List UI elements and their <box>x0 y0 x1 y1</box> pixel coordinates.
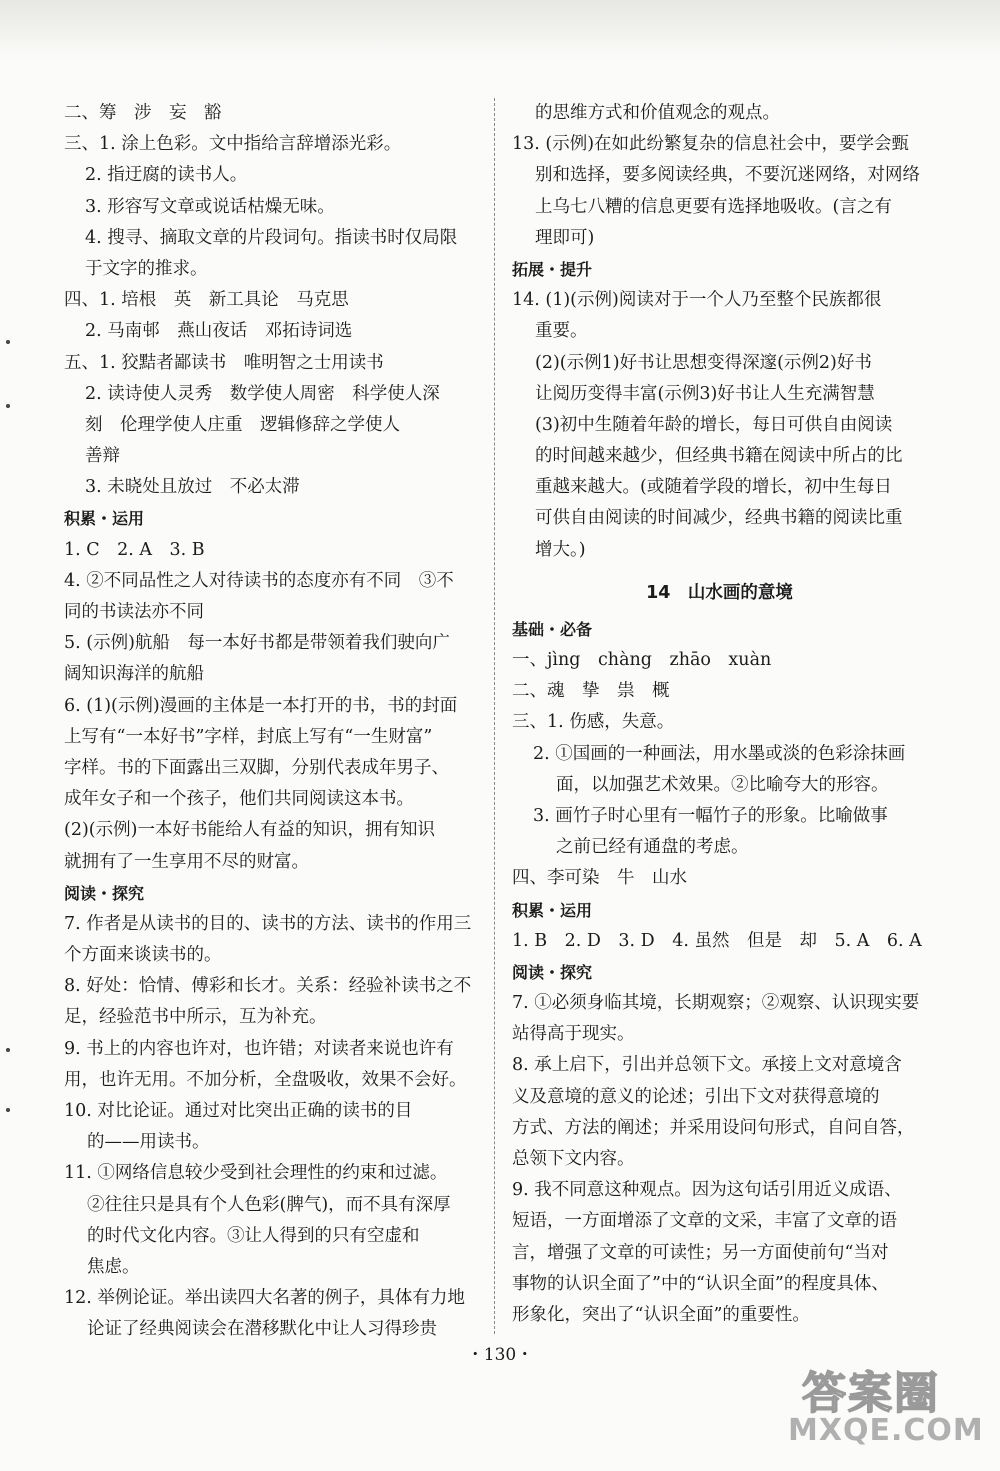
answer-line: 的思维方式和价值观念的观点。 <box>535 103 780 123</box>
watermark-logo <box>782 1357 982 1457</box>
answer-line: 8. 承上启下，引出并总领下文。承接上文对意境含 <box>512 1055 902 1076</box>
answer-line: 的时间越来越少，但经典书籍在阅读中所占的比 <box>535 446 903 467</box>
answer-line: 3. 形容写文章或说话枯燥无味。 <box>85 196 335 217</box>
scan-dot <box>6 340 10 344</box>
answer-line: 面，以加强艺术效果。②比喻夸大的形容。 <box>556 774 889 795</box>
answer-line: 阔知识海洋的航船 <box>64 664 204 685</box>
lesson-title: 14 山水画的意境 <box>646 582 793 603</box>
answer-line: 的时代文化内容。③让人得到的只有空虚和 <box>87 1225 420 1246</box>
answer-line: 言，增强了文章的可读性；另一方面使前句“当对 <box>512 1242 889 1263</box>
scan-dot <box>6 404 10 408</box>
answer-line: 的——用读书。 <box>87 1132 210 1153</box>
scan-dot <box>6 1048 10 1052</box>
answer-line: 四、1. 培根 英 新工具论 马克思 <box>64 290 349 311</box>
answer-line: 9. 我不同意这种观点。因为这句话引用近义成语、 <box>512 1180 902 1201</box>
answer-line: ②往往只是具有个人色彩(脾气)，而不具有深厚 <box>87 1194 451 1215</box>
section-heading: 阅读・探究 <box>512 962 593 982</box>
answer-line: 增大。) <box>535 539 586 560</box>
answer-line: 义及意境的意义的论述；引出下文对获得意境的 <box>512 1086 880 1107</box>
answer-line: 五、1. 狡黠者鄙读书 唯明智之士用读书 <box>64 352 384 373</box>
answer-line: 就拥有了一生享用不尽的财富。 <box>64 851 309 872</box>
answer-line: 刻 伦理学使人庄重 逻辑修辞之学使人 <box>85 414 400 435</box>
answer-line: 3. 未晓处且放过 不必太滞 <box>85 477 300 498</box>
answer-line: 5. (示例)航船 每一本好书都是带领着我们驶向广 <box>64 633 450 654</box>
answer-line: (2)(示例)一本好书能给人有益的知识，拥有知识 <box>64 820 435 841</box>
answer-line: 1. C 2. A 3. B <box>64 539 205 560</box>
scan-dot <box>6 1108 10 1112</box>
section-heading: 阅读・探究 <box>64 883 145 903</box>
answer-line: 2. 指迂腐的读书人。 <box>85 165 248 186</box>
answer-line: 2. ①国画的一种画法，用水墨或淡的色彩涂抹画 <box>533 743 906 764</box>
answer-line: (3)初中生随着年龄的增长，每日可供自由阅读 <box>535 414 893 435</box>
answer-line: 事物的认识全面了”中的“认识全面”的程度具体、 <box>512 1273 889 1294</box>
answer-line: 7. 作者是从读书的目的、读书的方法、读书的作用三 <box>64 913 472 934</box>
left-column <box>64 98 479 1346</box>
section-heading: 拓展・提升 <box>512 259 593 279</box>
section-heading: 积累・运用 <box>64 509 145 529</box>
answer-line: 一、jìng chàng zhāo xuàn <box>512 650 772 670</box>
answer-line: 个方面来谈读书的。 <box>64 945 222 966</box>
answer-line: 12. 举例论证。举出读四大名著的例子，具体有力地 <box>64 1288 465 1309</box>
answer-line: 善辩 <box>85 446 120 467</box>
answer-line: 4. 搜寻、摘取文章的片段词句。指读书时仅局限 <box>85 227 458 248</box>
section-heading: 基础・必备 <box>512 619 593 639</box>
answer-line: 二、魂 挚 祟 概 <box>512 681 670 702</box>
answer-line: 足，经验范书中所示，互为补充。 <box>64 1007 327 1028</box>
watermark-text: 答案圈 <box>802 1368 940 1419</box>
answer-line: 14. (1)(示例)阅读对于一个人乃至整个民族都很 <box>512 290 882 311</box>
answer-line: 用，也许无用。不加分析，全盘吸收，效果不会好。 <box>64 1069 467 1090</box>
answer-line: 焦虑。 <box>87 1256 140 1277</box>
answer-line: 短语，一方面增添了文章的文采，丰富了文章的语 <box>512 1211 897 1232</box>
page-number: ・130・ <box>466 1345 534 1365</box>
answer-line: 7. ①必须身临其境，长期观察；②观察、认识现实要 <box>512 993 920 1014</box>
answer-line: 1. B 2. D 3. D 4. 虽然 但是 却 5. A 6. A <box>512 930 922 951</box>
answer-line: 三、1. 伤感，失意。 <box>512 712 675 733</box>
answer-line: 6. (1)(示例)漫画的主体是一本打开的书，书的封面 <box>64 695 458 716</box>
answer-line: 重要。 <box>535 321 588 342</box>
answer-line: 总领下文内容。 <box>512 1149 635 1169</box>
answer-line: 可供自由阅读的时间减少，经典书籍的阅读比重 <box>535 508 903 529</box>
answer-line: 字样。书的下面露出三双脚，分别代表成年男子、 <box>64 757 449 778</box>
answer-line: 同的书读法亦不同 <box>64 602 204 622</box>
answer-line: (2)(示例1)好书让思想变得深邃(示例2)好书 <box>535 352 872 373</box>
section-heading: 积累・运用 <box>512 900 593 920</box>
answer-line: 上乌七八糟的信息更要有选择地吸收。(言之有 <box>535 196 892 217</box>
answer-line: 4. ②不同品性之人对待读书的态度亦有不同 ③不 <box>64 570 454 591</box>
answer-line: 三、1. 涂上色彩。文中指给言辞增添光彩。 <box>64 134 402 155</box>
answer-line: 13. (示例)在如此纷繁复杂的信息社会中，要学会甄 <box>512 134 910 155</box>
answer-line: 之前已经有通盘的考虑。 <box>556 837 749 858</box>
answer-line: 于文字的推求。 <box>85 258 208 279</box>
scan-shadow <box>0 0 1000 60</box>
answer-line: 形象化，突出了“认识全面”的重要性。 <box>512 1304 810 1325</box>
answer-line: 成年女子和一个孩子，他们共同阅读这本书。 <box>64 789 414 810</box>
answer-line: 3. 画竹子时心里有一幅竹子的形象。比喻做事 <box>533 805 888 826</box>
answer-line: 四、李可染 牛 山水 <box>512 868 687 889</box>
answer-line: 二、筹 涉 妄 豁 <box>64 103 222 123</box>
answer-line: 2. 马南邨 燕山夜话 邓拓诗词选 <box>85 321 353 342</box>
column-divider <box>494 98 496 1334</box>
answer-line: 重越来越大。(或随着学段的增长，初中生每日 <box>535 477 892 498</box>
answer-line: 2. 读诗使人灵秀 数学使人周密 科学使人深 <box>85 383 440 404</box>
answer-line: 9. 书上的内容也许对，也许错；对读者来说也许有 <box>64 1038 454 1059</box>
answer-line: 上写有“一本好书”字样，封底上写有“一生财富” <box>64 726 433 747</box>
answer-line: 理即可) <box>535 227 595 248</box>
right-column <box>512 98 927 1331</box>
answer-line: 8. 好处：恰情、傅彩和长才。关系：经验补读书之不 <box>64 976 472 997</box>
watermark-url: MXQE.COM <box>788 1413 984 1448</box>
answer-line: 让阅历变得丰富(示例3)好书让人生充满智慧 <box>535 383 875 404</box>
answer-line: 站得高于现实。 <box>512 1024 635 1045</box>
answer-line: 10. 对比论证。通过对比突出正确的读书的目 <box>64 1101 413 1121</box>
answer-line: 别和选择，要多阅读经典，不要沉迷网络，对网络 <box>535 165 920 186</box>
answer-line: 11. ①网络信息较少受到社会理性的约束和过滤。 <box>64 1163 448 1184</box>
answer-line: 方式、方法的阐述；并采用设问句形式，自问自答， <box>512 1117 915 1138</box>
answer-line: 论证了经典阅读会在潜移默化中让人习得珍贵 <box>87 1319 437 1340</box>
